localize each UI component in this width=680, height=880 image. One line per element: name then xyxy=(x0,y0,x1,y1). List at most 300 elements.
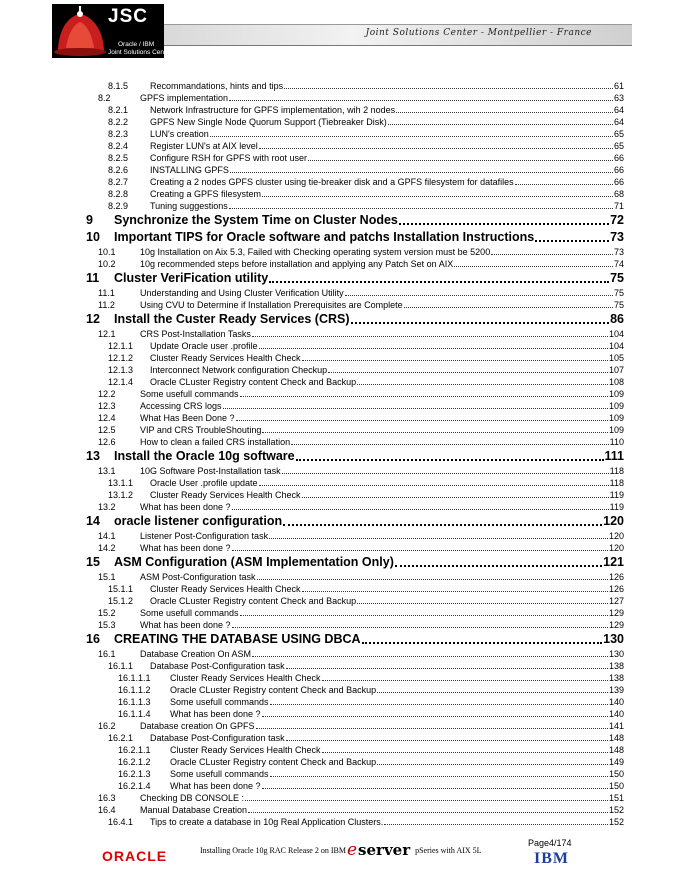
toc-entry[interactable] xyxy=(86,648,624,660)
toc-entry-number: 16.2.1 xyxy=(108,733,134,743)
toc-entry-number: 12.6 xyxy=(98,437,116,447)
toc-entry-number: 12.2 xyxy=(98,389,116,399)
toc-entry[interactable] xyxy=(86,352,624,364)
toc-dot-leader xyxy=(269,537,608,539)
toc-dot-leader xyxy=(229,99,613,101)
toc-entry-title: Tips to create a database in 10g Real Application Clusters. xyxy=(150,817,384,827)
toc-dot-leader xyxy=(302,359,608,361)
toc-dot-leader xyxy=(240,614,608,616)
logo-title: JSC xyxy=(108,6,148,27)
toc-entry[interactable] xyxy=(86,619,624,631)
toc-entry-page: 72 xyxy=(610,213,624,227)
toc-entry-page: 109 xyxy=(608,425,624,435)
toc-entry-page: 86 xyxy=(610,312,624,326)
toc-dot-leader xyxy=(282,472,609,474)
toc-entry[interactable] xyxy=(86,80,624,92)
toc-entry-number: 8.2.9 xyxy=(108,201,129,211)
toc-entry-number: 12.1 xyxy=(98,329,116,339)
toc-entry[interactable] xyxy=(86,412,624,424)
toc-entry[interactable] xyxy=(86,246,624,258)
toc-dot-leader xyxy=(399,222,609,225)
toc-entry-number: 16.2.1.3 xyxy=(118,769,151,779)
toc-dot-leader xyxy=(223,407,608,409)
toc-dot-leader xyxy=(388,123,613,125)
toc-entry-page: 105 xyxy=(608,353,624,363)
toc-entry-page: 108 xyxy=(608,377,624,387)
toc-entry-number: 10.2 xyxy=(98,259,116,269)
toc-entry-number: 16.2.1.4 xyxy=(118,781,151,791)
toc-entry[interactable] xyxy=(86,684,624,696)
toc-entry-number: 13.1 xyxy=(98,466,116,476)
toc-entry-title: INSTALLING GPFS xyxy=(150,165,229,175)
toc-entry-title: Oracle CLuster Registry content Check and Backup xyxy=(150,596,357,606)
toc-entry-number: 16.2.1.2 xyxy=(118,757,151,767)
toc-entry-page: 104 xyxy=(608,341,624,351)
toc-entry-title: Database Post-Configuration task xyxy=(150,661,285,671)
toc-entry-title: Manual Database Creation xyxy=(140,805,248,815)
toc-entry-page: 64 xyxy=(613,117,624,127)
toc-entry[interactable] xyxy=(86,804,624,816)
toc-entry-page: 130 xyxy=(603,632,624,646)
toc-dot-leader xyxy=(291,443,609,445)
toc-dot-leader xyxy=(535,239,609,242)
toc-entry-number: 16.1.1.2 xyxy=(118,685,151,695)
toc-entry-number: 11.2 xyxy=(98,300,115,310)
toc-entry-page: 68 xyxy=(613,189,624,199)
toc-dot-leader xyxy=(252,335,608,337)
toc-entry-page: 66 xyxy=(613,177,624,187)
toc-dot-leader xyxy=(229,207,613,209)
toc-entry[interactable] xyxy=(86,128,624,140)
toc-dot-leader xyxy=(259,484,609,486)
toc-entry[interactable] xyxy=(86,424,624,436)
toc-entry-number: 16 xyxy=(86,632,100,646)
toc-entry-title: GPFS New Single Node Quorum Support (Tiebreaker Disk) xyxy=(150,117,387,127)
toc-entry[interactable] xyxy=(86,140,624,152)
toc-entry[interactable] xyxy=(86,176,624,188)
toc-entry[interactable] xyxy=(86,364,624,376)
toc-entry-title: ASM Configuration (ASM Implementation Only) xyxy=(114,555,394,569)
toc-entry-number: 8.2.1 xyxy=(108,105,129,115)
toc-entry-title: Cluster Ready Services Health Check xyxy=(150,584,301,594)
toc-entry-title: Creating a GPFS filesystem xyxy=(150,189,262,199)
toc-dot-leader xyxy=(232,508,609,510)
toc-entry-title: Some usefull commands xyxy=(140,389,239,399)
toc-entry[interactable] xyxy=(86,299,624,311)
toc-dot-leader xyxy=(262,715,608,717)
toc-entry-page: 148 xyxy=(608,745,624,755)
toc-entry[interactable] xyxy=(86,258,624,270)
toc-dot-leader xyxy=(269,280,609,283)
toc-entry-title: What Has Been Done ? xyxy=(140,413,235,423)
toc-entry-number: 16.2 xyxy=(98,721,116,731)
toc-entry-number: 12 xyxy=(86,312,100,326)
toc-entry-number: 16.2.1.1 xyxy=(118,745,151,755)
page-number: Page4/174 xyxy=(528,838,572,848)
toc-entry[interactable] xyxy=(86,116,624,128)
toc-entry-page: 148 xyxy=(608,733,624,743)
toc-entry-page: 129 xyxy=(608,608,624,618)
toc-entry-number: 15.1 xyxy=(98,572,116,582)
toc-entry[interactable] xyxy=(86,660,624,672)
toc-entry[interactable] xyxy=(86,571,624,583)
toc-entry-page: 65 xyxy=(613,129,624,139)
toc-entry-page: 75 xyxy=(610,271,624,285)
toc-entry[interactable] xyxy=(86,436,624,448)
toc-entry-number: 12.1.4 xyxy=(108,377,134,387)
toc-entry-number: 15.2 xyxy=(98,608,116,618)
toc-entry[interactable] xyxy=(86,720,624,732)
toc-dot-leader xyxy=(232,549,608,551)
toc-dot-leader xyxy=(240,395,608,397)
toc-entry-number: 15 xyxy=(86,555,100,569)
toc-entry-title: VIP and CRS TroubleShouting xyxy=(140,425,262,435)
toc-entry-title: Accessing CRS logs xyxy=(140,401,222,411)
toc-entry[interactable] xyxy=(86,376,624,388)
toc-entry-number: 12.1.1 xyxy=(108,341,134,351)
toc-dot-leader xyxy=(248,811,608,813)
toc-entry-number: 8.2.8 xyxy=(108,189,129,199)
toc-dot-leader xyxy=(296,458,604,461)
toc-entry-page: 126 xyxy=(608,572,624,582)
toc-entry-title: 10g Installation on Aix 5.3, Failed with Checking operating system version must be 5200 xyxy=(140,247,491,257)
toc-entry[interactable] xyxy=(86,287,624,299)
toc-entry[interactable] xyxy=(86,311,624,328)
toc-entry-title: Cluster Ready Services Health Check xyxy=(150,490,301,500)
toc-entry[interactable] xyxy=(86,554,624,571)
toc-entry-title: Interconnect Network configuration Checkup xyxy=(150,365,328,375)
toc-dot-leader xyxy=(396,111,613,113)
toc-entry-page: 73 xyxy=(613,247,624,257)
toc-entry[interactable] xyxy=(86,768,624,780)
toc-entry[interactable] xyxy=(86,477,624,489)
toc-entry-page: 110 xyxy=(609,437,624,447)
toc-dot-leader xyxy=(262,195,613,197)
toc-entry[interactable] xyxy=(86,607,624,619)
toc-entry-number: 16.1.1.4 xyxy=(118,709,151,719)
toc-entry[interactable] xyxy=(86,542,624,554)
toc-dot-leader xyxy=(210,135,613,137)
toc-entry[interactable] xyxy=(86,388,624,400)
toc-entry-number: 16.1.1 xyxy=(108,661,134,671)
toc-entry-number: 8.2.6 xyxy=(108,165,129,175)
toc-entry-number: 13.1.1 xyxy=(108,478,134,488)
toc-entry-title: Recommandations, hints and tips xyxy=(150,81,284,91)
toc-entry-page: 152 xyxy=(608,805,624,815)
toc-entry[interactable] xyxy=(86,595,624,607)
toc-entry-page: 63 xyxy=(613,93,624,103)
toc-entry-title: Database Creation On ASM xyxy=(140,649,252,659)
toc-entry-number: 16.4.1 xyxy=(108,817,134,827)
toc-entry-number: 12.3 xyxy=(98,401,116,411)
toc-entry-title: Important TIPS for Oracle software and patchs Installation Instructions xyxy=(114,230,535,244)
toc-dot-leader xyxy=(322,751,608,753)
toc-dot-leader xyxy=(491,253,613,255)
toc-dot-leader xyxy=(270,703,608,705)
toc-dot-leader xyxy=(302,590,608,592)
toc-entry[interactable] xyxy=(86,583,624,595)
toc-entry-page: 151 xyxy=(608,793,624,803)
toc-entry-title: oracle listener configuration xyxy=(114,514,283,528)
toc-entry-page: 75 xyxy=(613,300,624,310)
toc-entry-page: 66 xyxy=(613,165,624,175)
toc-entry-number: 15.3 xyxy=(98,620,116,630)
toc-entry-title: Register LUN's at AIX level xyxy=(150,141,258,151)
toc-entry[interactable] xyxy=(86,104,624,116)
toc-dot-leader xyxy=(328,371,608,373)
toc-entry-page: 152 xyxy=(608,817,624,827)
toc-entry-title: ASM Post-Configuration task xyxy=(140,572,256,582)
toc-entry-title: 10G Software Post-Installation task xyxy=(140,466,281,476)
toc-entry-number: 8.1.5 xyxy=(108,81,129,91)
toc-entry-title: CRS Post-Installation Tasks xyxy=(140,329,251,339)
logo-subtitle-1: Oracle / IBM xyxy=(118,41,155,48)
toc-entry-page: 141 xyxy=(608,721,624,731)
toc-entry-number: 12.1.2 xyxy=(108,353,134,363)
toc-entry-title: Listener Post-Configuration task xyxy=(140,531,269,541)
toc-entry-title: GPFS implementation xyxy=(140,93,229,103)
toc-entry-number: 16.1.1.3 xyxy=(118,697,151,707)
toc-dot-leader xyxy=(404,306,613,308)
toc-entry-number: 14.1 xyxy=(98,531,116,541)
toc-entry-title: Database Post-Configuration task xyxy=(150,733,285,743)
toc-entry-title: Network Infrastructure for GPFS implementation, wih 2 nodes xyxy=(150,105,396,115)
toc-entry-title: Checking DB CONSOLE : xyxy=(140,793,245,803)
toc-entry-page: 127 xyxy=(608,596,624,606)
toc-entry-title: What has been done ? xyxy=(170,709,261,719)
toc-dot-leader xyxy=(256,727,608,729)
toc-entry-title: Install the Oracle 10g software xyxy=(114,449,295,463)
toc-entry-title: Install the Custer Ready Services (CRS) xyxy=(114,312,350,326)
toc-entry-page: 61 xyxy=(613,81,624,91)
toc-entry-page: 109 xyxy=(608,401,624,411)
toc-entry-page: 75 xyxy=(613,288,624,298)
toc-entry-title: What has been done ? xyxy=(170,781,261,791)
toc-entry-title: Synchronize the System Time on Cluster Nodes xyxy=(114,213,398,227)
toc-entry-title: Tuning suggestions xyxy=(150,201,228,211)
toc-dot-leader xyxy=(302,496,609,498)
toc-entry[interactable] xyxy=(86,744,624,756)
toc-entry[interactable] xyxy=(86,448,624,465)
toc-entry[interactable] xyxy=(86,200,624,212)
toc-entry[interactable] xyxy=(86,816,624,828)
toc-entry-page: 130 xyxy=(608,649,624,659)
toc-entry-number: 12.4 xyxy=(98,413,116,423)
toc-entry-number: 16.3 xyxy=(98,793,116,803)
toc-entry-page: 118 xyxy=(609,478,624,488)
toc-dot-leader xyxy=(286,667,608,669)
toc-entry-title: Some usefull commands xyxy=(170,769,269,779)
page-footer xyxy=(0,832,680,880)
toc-entry[interactable] xyxy=(86,708,624,720)
toc-entry-number: 12.1.3 xyxy=(108,365,134,375)
toc-entry-page: 66 xyxy=(613,153,624,163)
toc-entry-page: 126 xyxy=(608,584,624,594)
toc-entry-title: Cluster VeriFication utility xyxy=(114,271,269,285)
toc-entry-page: 111 xyxy=(604,449,624,463)
toc-entry-page: 140 xyxy=(608,697,624,707)
toc-entry-page: 149 xyxy=(608,757,624,767)
toc-dot-leader xyxy=(252,655,608,657)
table-of-contents xyxy=(86,80,624,828)
eserver-logo-word: server xyxy=(358,841,411,859)
toc-entry[interactable] xyxy=(86,340,624,352)
toc-entry-title: What has been done ? xyxy=(140,620,231,630)
toc-entry[interactable] xyxy=(86,188,624,200)
toc-entry[interactable] xyxy=(86,780,624,792)
toc-entry-number: 14 xyxy=(86,514,100,528)
toc-dot-leader xyxy=(236,419,608,421)
toc-entry-page: 138 xyxy=(608,673,624,683)
toc-entry[interactable] xyxy=(86,270,624,287)
toc-entry-title: Cluster Ready Services Health Check xyxy=(170,673,321,683)
toc-entry[interactable] xyxy=(86,229,624,246)
footer-document-title xyxy=(200,840,482,860)
ibm-logo: IBM xyxy=(534,850,569,867)
toc-entry-title: Oracle CLuster Registry content Check and Backup xyxy=(170,757,377,767)
toc-entry-page: 71 xyxy=(613,201,624,211)
toc-dot-leader xyxy=(357,602,608,604)
toc-entry[interactable] xyxy=(86,792,624,804)
toc-entry-title: Database creation On GPFS xyxy=(140,721,255,731)
toc-entry-title: Using CVU to Determine if Installation Prerequisites are Complete xyxy=(140,300,403,310)
toc-entry-number: 8.2.2 xyxy=(108,117,129,127)
toc-entry-page: 129 xyxy=(608,620,624,630)
oracle-logo: ORACLE xyxy=(102,848,168,864)
toc-dot-leader xyxy=(262,787,608,789)
toc-entry-number: 8.2 xyxy=(98,93,111,103)
toc-entry[interactable] xyxy=(86,400,624,412)
toc-dot-leader xyxy=(351,321,610,324)
page-header xyxy=(0,0,680,60)
toc-entry-page: 109 xyxy=(608,389,624,399)
toc-entry[interactable] xyxy=(86,164,624,176)
toc-entry-title: Some usefull commands xyxy=(140,608,239,618)
toc-entry-title: LUN's creation xyxy=(150,129,209,139)
toc-entry-page: 64 xyxy=(613,105,624,115)
toc-dot-leader xyxy=(357,383,608,385)
toc-entry[interactable] xyxy=(86,489,624,501)
toc-entry-page: 118 xyxy=(609,466,624,476)
toc-entry-number: 11.1 xyxy=(98,288,115,298)
toc-entry-page: 150 xyxy=(608,769,624,779)
toc-dot-leader xyxy=(345,294,613,296)
toc-entry-page: 140 xyxy=(608,709,624,719)
toc-entry-number: 8.2.7 xyxy=(108,177,129,187)
toc-entry[interactable] xyxy=(86,756,624,768)
footer-text-before: Installing Oracle 10g RAC Release 2 on IBM xyxy=(200,845,346,855)
toc-dot-leader xyxy=(284,87,613,89)
toc-entry-title: Update Oracle user .profile xyxy=(150,341,258,351)
toc-entry-page: 104 xyxy=(608,329,624,339)
toc-dot-leader xyxy=(515,183,613,185)
toc-entry[interactable] xyxy=(86,696,624,708)
toc-entry-title: How to clean a failed CRS installation xyxy=(140,437,291,447)
toc-dot-leader xyxy=(377,691,608,693)
toc-entry-page: 74 xyxy=(613,259,624,269)
toc-entry-title: Oracle CLuster Registry content Check and Backup xyxy=(170,685,377,695)
toc-entry[interactable] xyxy=(86,672,624,684)
toc-entry-number: 10.1 xyxy=(98,247,116,257)
toc-entry-number: 16.1 xyxy=(98,649,116,659)
toc-dot-leader xyxy=(362,641,603,644)
toc-entry-number: 9 xyxy=(86,213,93,227)
toc-entry-page: 138 xyxy=(608,661,624,671)
toc-entry[interactable] xyxy=(86,152,624,164)
jsc-logo xyxy=(52,4,172,58)
logo-subtitle-2: Joint Solutions Center xyxy=(108,49,172,56)
toc-entry-page: 121 xyxy=(603,555,624,569)
toc-entry-title: Cluster Ready Services Health Check xyxy=(150,353,301,363)
toc-dot-leader xyxy=(395,564,602,567)
toc-entry-page: 139 xyxy=(608,685,624,695)
toc-entry-number: 8.2.4 xyxy=(108,141,129,151)
toc-dot-leader xyxy=(270,775,608,777)
toc-entry-number: 13.1.2 xyxy=(108,490,134,500)
toc-dot-leader xyxy=(230,171,613,173)
header-banner xyxy=(164,24,632,46)
toc-dot-leader xyxy=(384,823,608,825)
toc-entry-number: 10 xyxy=(86,230,100,244)
toc-entry[interactable] xyxy=(86,732,624,744)
toc-entry-title: What has been done ? xyxy=(140,543,231,553)
toc-entry-title: Some usefull commands xyxy=(170,697,269,707)
toc-entry-title: What has been done ? xyxy=(140,502,231,512)
toc-entry-title: 10g recommended steps before installation and applying any Patch Set on AIX xyxy=(140,259,454,269)
toc-dot-leader xyxy=(232,626,608,628)
toc-entry-number: 15.1.1 xyxy=(108,584,134,594)
toc-entry[interactable] xyxy=(86,513,624,530)
toc-dot-leader xyxy=(377,763,608,765)
toc-entry[interactable] xyxy=(86,328,624,340)
banner-text: Joint Solutions Center - Montpellier - France xyxy=(365,28,592,38)
toc-dot-leader xyxy=(322,679,608,681)
toc-dot-leader xyxy=(454,265,613,267)
toc-entry-title: CREATING THE DATABASE USING DBCA xyxy=(114,632,361,646)
toc-entry-number: 16.1.1.1 xyxy=(118,673,151,683)
toc-entry-title: Oracle CLuster Registry content Check and Backup xyxy=(150,377,357,387)
toc-dot-leader xyxy=(308,159,613,161)
toc-entry-title: Understanding and Using Cluster Verification Utility xyxy=(140,288,344,298)
eserver-logo-e: e xyxy=(346,840,358,860)
toc-dot-leader xyxy=(262,431,608,433)
toc-dot-leader xyxy=(259,347,608,349)
toc-entry-page: 119 xyxy=(609,490,624,500)
toc-dot-leader xyxy=(259,147,613,149)
toc-entry-page: 150 xyxy=(608,781,624,791)
toc-entry-page: 120 xyxy=(608,531,624,541)
toc-entry-number: 8.2.3 xyxy=(108,129,129,139)
toc-entry[interactable] xyxy=(86,465,624,477)
toc-dot-leader xyxy=(257,578,608,580)
footer-text-after: pSeries with AIX 5L xyxy=(415,845,482,855)
toc-entry-number: 16.4 xyxy=(98,805,116,815)
toc-entry-page: 107 xyxy=(608,365,624,375)
toc-entry[interactable] xyxy=(86,631,624,648)
toc-entry-page: 73 xyxy=(610,230,624,244)
toc-entry[interactable] xyxy=(86,92,624,104)
toc-entry-page: 109 xyxy=(608,413,624,423)
toc-entry-number: 12.5 xyxy=(98,425,116,435)
toc-entry[interactable] xyxy=(86,212,624,229)
toc-entry-number: 14.2 xyxy=(98,543,116,553)
toc-entry-title: Configure RSH for GPFS with root user xyxy=(150,153,308,163)
toc-entry-page: 119 xyxy=(609,502,624,512)
toc-dot-leader xyxy=(245,799,608,801)
toc-entry-number: 15.1.2 xyxy=(108,596,134,606)
toc-entry[interactable] xyxy=(86,530,624,542)
toc-entry[interactable] xyxy=(86,501,624,513)
